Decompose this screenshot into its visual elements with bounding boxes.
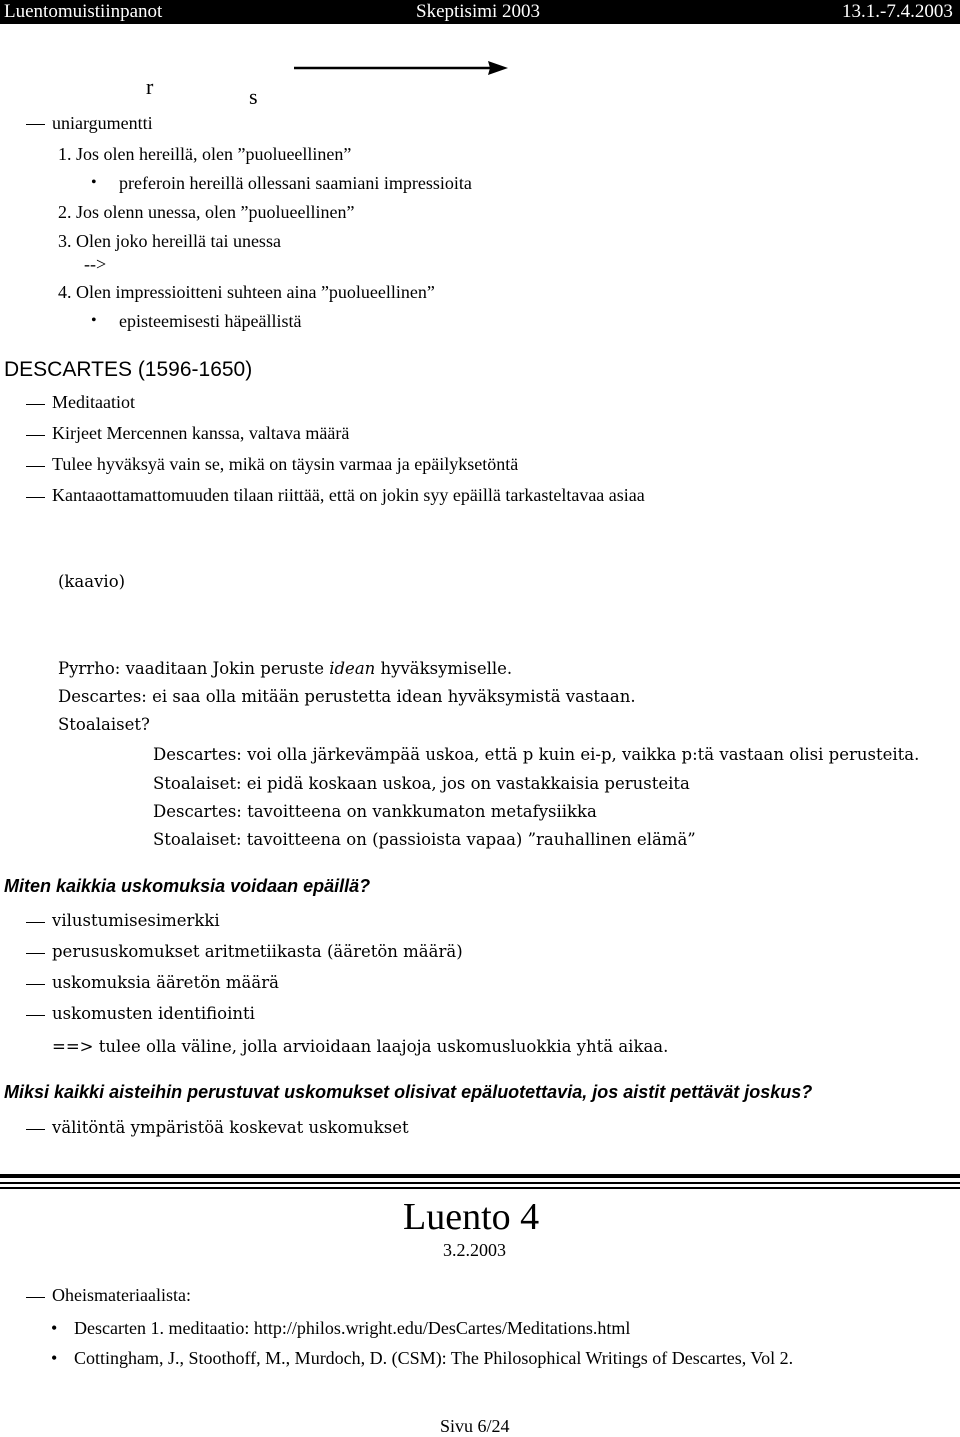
kaavio-label: (kaavio) <box>58 572 126 591</box>
dash-marker <box>26 984 45 985</box>
header-right: 13.1.-7.4.2003 <box>842 1 953 22</box>
uni-item-2: 2. Jos olenn unessa, olen ”puolueellinen” <box>58 202 355 222</box>
oheis-item-2: Cottingham, J., Stoothoff, M., Murdoch, D. (CSM): The Philosophical Writings of Descartes, Vol 2. <box>74 1348 794 1368</box>
descartes-heading: DESCARTES (1596-1650) <box>4 358 253 381</box>
uni-title: uniargumentti <box>52 113 153 133</box>
miten-item-4: uskomusten identifiointi <box>52 1004 255 1023</box>
header-left: Luentomuistiinpanot <box>4 1 163 22</box>
uni-arrow: --> <box>84 254 107 274</box>
pyrrho-emphasis: idean <box>329 659 376 678</box>
dialog-line-3: Descartes: tavoitteena on vankkumaton metafysiikka <box>153 802 597 821</box>
diagram-label-s: s <box>249 84 258 109</box>
dash-marker <box>26 1129 45 1130</box>
miten-conclusion: ==> tulee olla väline, jolla arvioidaan laajoja uskomusluokkia yhtä aikaa. <box>52 1037 669 1056</box>
header-bar <box>0 0 960 24</box>
bullet-icon: • <box>51 1348 58 1368</box>
luento-date: 3.2.2003 <box>443 1240 506 1260</box>
oheis-label: Oheismateriaalista: <box>52 1285 191 1305</box>
dash-marker <box>26 435 45 436</box>
uni-item-1: 1. Jos olen hereillä, olen ”puolueellinen” <box>58 144 352 164</box>
descartes-item-3: Tulee hyväksyä vain se, mikä on täysin varmaa ja epäilyksetöntä <box>52 454 519 474</box>
section-rule-thick <box>0 1174 960 1178</box>
dash-marker <box>26 466 45 467</box>
miten-heading: Miten kaikkia uskomuksia voidaan epäillä? <box>4 876 371 896</box>
section-rule-thin <box>0 1187 960 1189</box>
pyrrho-text: Pyrrho: vaaditaan Jokin peruste <box>58 659 330 678</box>
page-number: Sivu 6/24 <box>440 1416 510 1436</box>
descartes-item-2: Kirjeet Mercennen kanssa, valtava määrä <box>52 423 350 443</box>
pyrrho-line <box>58 659 512 678</box>
dash-marker <box>26 124 45 125</box>
dialog-line-1: Descartes: voi olla järkevämpää uskoa, että p kuin ei-p, vaikka p:tä vastaan olisi perusteita. <box>153 745 920 764</box>
bullet-icon: • <box>91 312 97 329</box>
dash-marker <box>26 404 45 405</box>
dash-marker <box>26 1297 45 1298</box>
dash-marker <box>26 922 45 923</box>
uni-item-1-sub: preferoin hereillä ollessani saamiani impressioita <box>119 173 472 193</box>
miten-item-3: uskomuksia ääretön määrä <box>52 973 279 992</box>
stoalaiset-question: Stoalaiset? <box>58 715 150 734</box>
miten-item-1: vilustumisesimerkki <box>52 911 220 930</box>
uni-item-3: 3. Olen joko hereillä tai unessa <box>58 231 281 251</box>
dialog-line-2: Stoalaiset: ei pidä koskaan uskoa, jos on vastakkaisia perusteita <box>153 774 690 793</box>
pyrrho-text-end: hyväksymiselle. <box>375 659 513 678</box>
dialog-line-4: Stoalaiset: tavoitteena on (passioista vapaa) ”rauhallinen elämä” <box>153 830 696 849</box>
descartes-item-4: Kantaaottamattomuuden tilaan riittää, että on jokin syy epäillä tarkasteltavaa asiaa <box>52 485 645 505</box>
diagram-label-r: r <box>146 74 154 99</box>
diagram-arrow <box>294 60 510 76</box>
luento-title: Luento 4 <box>403 1196 540 1238</box>
oheis-item-1: Descarten 1. meditaatio: http://philos.wright.edu/DesCartes/Meditations.html <box>74 1318 631 1338</box>
uni-item-4: 4. Olen impressioitteni suhteen aina ”puolueellinen” <box>58 282 435 302</box>
bullet-icon: • <box>51 1318 58 1338</box>
section-rule-thin <box>0 1182 960 1184</box>
dash-marker <box>26 953 45 954</box>
descartes-quote-1: Descartes: ei saa olla mitään perustetta idean hyväksymistä vastaan. <box>58 687 636 706</box>
uni-item-4-sub: episteemisesti häpeällistä <box>119 311 302 331</box>
dash-marker <box>26 497 45 498</box>
miksi-item-1: välitöntä ympäristöä koskevat uskomukset <box>52 1118 409 1137</box>
miksi-heading: Miksi kaikki aisteihin perustuvat uskomukset olisivat epäluotettavia, jos aistit pettävät joskus? <box>4 1082 813 1102</box>
dash-marker <box>26 1015 45 1016</box>
header-center: Skeptisimi 2003 <box>416 1 541 22</box>
descartes-item-1: Meditaatiot <box>52 392 135 412</box>
bullet-icon: • <box>91 174 97 191</box>
miten-item-2: perususkomukset aritmetiikasta (ääretön määrä) <box>52 942 463 961</box>
